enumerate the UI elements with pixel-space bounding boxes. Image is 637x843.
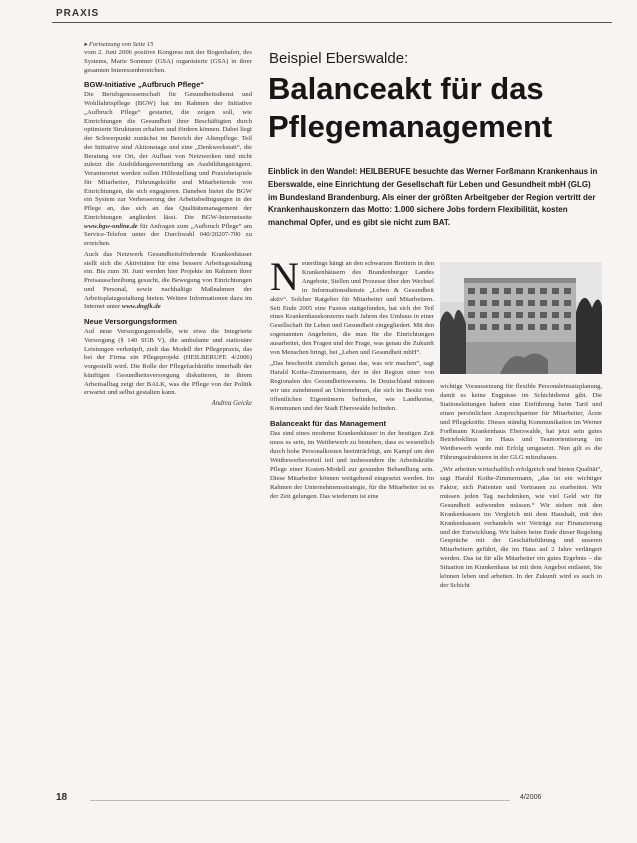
headline-line-1: Balanceakt für das bbox=[268, 71, 544, 106]
page-number: 18 bbox=[56, 792, 68, 803]
body-paragraph-3: Das sind eines moderne Krankenhäuser in der heutigen Zeit muss es sein, im Wettbewerb zu bestehen, dass es wesentlich durch hohe Personalkosten beeinträchtigt, am Kampf um den Wettbewerbsvorteil teil und insbesondere die Arbeitskräfte Pflege einer Kosten-Modell zur gesunden Behandlung sein. Diese Mitarbeiter können weitgehend eingesetzt werden. Im Rahmen der Unternehmensstrategie, für die Mitarbeiter ist es der Zeit gelungen. Das wiederum ist eine bbox=[270, 430, 434, 500]
body-paragraph-2: „Das beschreibt ziemlich genau das, was wir machen“, sagt Harald Kothe-Zimmermann, der in der Region einer von Regionalen des Gesundheitswesens. In Deutschland müssen wir uns zunehmend an Unternehmen, die sich im Besitz von öffentlichen Eigentümern befinden, wie Landkreise, Kommunen und der Stadt Eberswalde befinden. bbox=[270, 359, 434, 412]
section-rubric: PRAXIS bbox=[56, 8, 100, 19]
body-paragraph-1-text: euerdings hängt an den schwarzen Brettern in den Krankenhäusern des Brandenburger Landes Angebote, Stellen und Prozesse über den Wechsel in Informationsdienste „Leben & Gesundheit aktiv“. Solcher Ratgeber für Mitarbeiter und Mitarbeitern. Seit Ende 2005 eine Fusion stattgefunden, hat sich der Teil eines Krankenhauskonzerns nach Jahren des Umbaus in einer Gesellschaft für Leben und Gesundheit eingegliedert. Mit den sogenannten Angeboten, die man für die Einrichtungen ausarbeitet, den Fragen und der Frage, was genau die Zukunft von Menschen bringt, bei „Leben und Gesundheit mbH“. bbox=[270, 260, 434, 357]
bgw-link[interactable]: www.bgw-online.de bbox=[84, 222, 138, 230]
left-heading-bgw: BGW-Initiative „Aufbruch Pflege“ bbox=[84, 80, 205, 90]
left-column bbox=[84, 40, 252, 407]
left-paragraph-bgw-text: Die Berufsgenossenschaft für Gesundheitsdienst und Wohlfahrtspflege (BGW) hat im Rahmen der Initiative „Aufbruch Pflege“ gestartet, die zeigen soll, wie Einrichtungen die Gesundheit ihrer Beschäftigten durch optimierte Strukturen erhalten und fördern können. Dabei liegt der Schwerpunkt zunächst im Bereich der Altenpflege. Teil der Initiative sind Aktionstage und eine „Denkwerkstatt“, die Beratung vor Ort, der Aufbau von Netzwerken und nicht zuletzt die Ausbildungsvermittlung an Ausbildungsträgern. Verantwortet werden sollen Hilfestellung und Praxisbeispiele für Mitarbeiter, Führungskräfte und Mitarbeitende von Einrichtungen, die sich engagieren. Daneben bietet die BGW ein System zur Verbesserung der Arbeitsbedingungen in der Pflege an, das sich an das Qualitätsmanagement der Einrichtungen angliedert lässt. Die BGW-Internetseite bbox=[84, 91, 252, 221]
left-paragraph-bgw-text-2: für Anfragen zum „Aufbruch Pflege“ am Service-Telefon unter der Durchwahl 040/20207-700 zu erreichen. bbox=[84, 222, 253, 247]
author-signature: Andrea Geicke bbox=[211, 400, 252, 407]
middle-column bbox=[270, 254, 434, 502]
article-lead: Einblick in den Wandel: HEILBERUFE besuchte das Werner Forßmann Krankenhaus in Eberswalde, eine Einrichtung der Gesellschaft für Leben und Gesundheit mbH (GLG) im Bundesland Brandenburg. Als einer der größten Arbeitgeber der Region vertritt der Krankenhauskonzern das Motto: 1.000 sichere Jobs fordern Flexibilität, kosten manchmal Opfer, und es gibt sie nicht zum BAT. bbox=[268, 167, 598, 228]
right-column bbox=[440, 383, 602, 591]
issue-number: 4/2006 bbox=[520, 794, 542, 801]
left-heading-versorgung: Neue Versorgungsformen bbox=[84, 317, 177, 326]
footer-rule bbox=[90, 800, 510, 801]
article-kicker: Beispiel Eberswalde: bbox=[269, 50, 409, 67]
left-paragraph-versorgung: Auf neue Versorgungsmodelle, wie etwa die Integrierte Versorgung (§ 140 SGB V), die ambulante und stationäre Leistungen verknüpft, zielt das Modell der Pflegepraxis, das bei der Firma ein Pflegeprojekt (HEILBERUFE 4/2006) vorgestellt wird. Die Rolle der Pflegefachkräfte innerhalb der künftigen Gesundheitsversorgung diskutieren, in ihrem Arbeitsalltag zeigt der BALK, was die Pflege von der Politik erwartet und selbst gestalten kann. bbox=[84, 328, 252, 397]
dngfk-link[interactable]: www.dngfk.de bbox=[121, 303, 161, 311]
body-paragraph-4: wichtige Voraussetzung für flexible Personaleinsatzplanung, damit es keine Engpässe im Schichtdienst gibt. Die Stationsleitungen haben eine Einführung beim Tarif und einen persönlichen Ansprechpartner für Mitarbeiter, Ärzte und Pflegekräfte. Dieses ständig Kommunikation im Werner Forßmann Krankenhaus Eberswalde, hat jetzt sein gutes Betriebsklima im Haus und Teamorientierung im Wettbewerb wurde mit Erfolg umgesetzt. Nun gilt es die Führungsstrukturen in der GLG mitzubauen. bbox=[440, 383, 602, 462]
left-intro: vom 2. Juni 2006 positive Kongress mit der Bogenhafen, des Systems, Marie Sommer (GSA) organisierte (GSA) in ihrer gesamten Interessenbereichen. bbox=[84, 49, 252, 74]
hospital-photo bbox=[440, 262, 602, 374]
body-heading: Balanceakt für das Management bbox=[270, 419, 387, 429]
hospital-building-image bbox=[440, 262, 602, 374]
article-headline bbox=[268, 70, 598, 146]
left-paragraph-bgw bbox=[84, 91, 252, 249]
top-rule bbox=[52, 22, 612, 23]
headline-line-2: Pflegemanagement bbox=[268, 109, 553, 144]
body-paragraph-5: „Wir arbeiten wirtschaftlich erfolgreich und bieten Qualität“, sagt Harald Kothe-Zimmermann, „das ist ein wichtiger Faktor, sich Patienten und Vertrauen zu erarbeiten. Wir müssen jeden Tag nachdenken, wie viel Geld wir für Gesundheit aufwenden müssen.“ Wir stehen mit den Krankenkassen im Vergleich mit dem Haushalt, mit den Krankenkassen verhandeln wir Verträge zur Finanzierung und der Entwicklung. Wir haben beim Ende dieser Regelung Gespräche mit der Geschäftsführung und unseren Mitarbeitern geführt, die im Haus auf 2 Jahre verlängert werden. Das ist für alle Mitarbeiter ein gutes Ergebnis – die Situation im Krankenhaus ist mit dem Angebot entlastet, Sie können leben und arbeiten. In der Zukunft wird es auch in der Schicht bbox=[440, 466, 602, 589]
continued-note: ▸ Fortsetzung von Seite 15 bbox=[84, 41, 154, 48]
left-paragraph-dngfk-text: Auch das Netzwerk Gesundheitsfördernde Krankenhäuser stellt sich die Aktivitäten für eine bessere Arbeitsgestaltung ein. Bis zum 30. Juni werden hier Projekte im Rahmen ihrer Preisausschreibung gesucht, die Bewegung von Einrichtungen und Personal, sowie nachhaltige Maßnahmen der Arbeitsplatzgestaltung bieten. Weitere Informationen dazu im Internet unter bbox=[84, 250, 252, 311]
body-paragraph-1 bbox=[270, 254, 434, 358]
left-paragraph-dngfk bbox=[84, 251, 252, 312]
dropcap: N bbox=[270, 254, 299, 299]
